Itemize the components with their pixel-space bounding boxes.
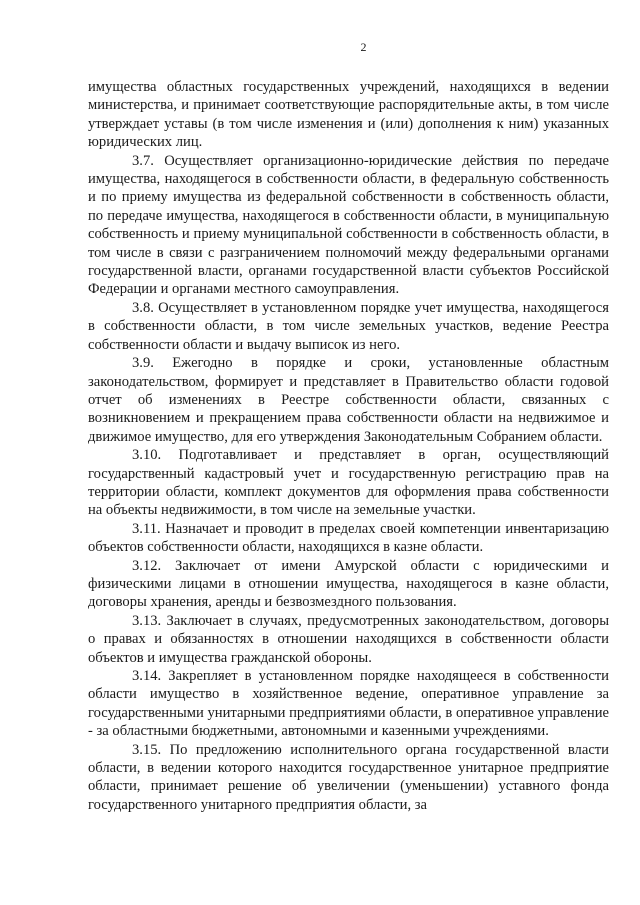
paragraph-continuation: имущества областных государственных учреждений, находящихся в ведении министерства, и принимает соответствующие распорядительные акты, в том числе утверждает уставы (в том числе изменения и (или) дополнения к ним) указанных юридических лиц.: [88, 79, 609, 151]
page-number: 2: [360, 40, 367, 54]
paragraph-3-15: 3.15. По предложению исполнительного органа государственной власти области, в ведении которого находится государственное унитарное предприятие области, принимает решение об увеличении (уменьшении) уставного фонда государственного унитарного предприятия области, за: [88, 741, 609, 813]
paragraph-3-10: 3.10. Подготавливает и представляет в орган, осуществляющий государственный кадастровый учет и государственную регистрацию прав на территории области, комплект документов для оформления права собственности на объекты недвижимости, в том числе на земельные участки.: [88, 447, 609, 519]
paragraph-3-8: 3.8. Осуществляет в установленном порядке учет имущества, находящегося в собственности области, в том числе земельных участков, ведение Реестра собственности области и выдачу выписок из него.: [88, 299, 609, 353]
paragraph-3-9: 3.9. Ежегодно в порядке и сроки, установленные областным законодательством, формирует и представляет в Правительство области годовой отчет об изменениях в Реестре собственности области, связанных с возникновением и прекращением права собственности области на недвижимое и движимое имущество, для его утверждения Законодательным Собранием области.: [88, 355, 609, 445]
paragraph-3-11: 3.11. Назначает и проводит в пределах своей компетенции инвентаризацию объектов собственности области, находящихся в казне области.: [88, 520, 609, 556]
paragraph-3-14: 3.14. Закрепляет в установленном порядке находящееся в собственности области имущество в хозяйственное ведение, оперативное управление за государственными унитарными предприятиями области, в оперативное управление - за областными бюджетными, автономными и казенными учреждениями.: [88, 668, 609, 740]
paragraph-3-12: 3.12. Заключает от имени Амурской области с юридическими и физическими лицами в отношении имущества, находящегося в казне области, договоры хранения, аренды и безвозмездного пользования.: [88, 557, 609, 611]
paragraph-3-13: 3.13. Заключает в случаях, предусмотренных законодательством, договоры о правах и обязанностях в отношении находящихся в собственности области объектов и имущества гражданской обороны.: [88, 612, 609, 666]
paragraph-3-7: 3.7. Осуществляет организационно-юридические действия по передаче имущества, находящегося в собственности области, в федеральную собственность и по приему имущества из федеральной собственности в собственность области, по передаче имущества, находящегося в собственности области, в муниципальную собственность и приему муниципальной собственности в собственность области, в том числе в связи с разграничением полномочий между федеральными органами государственной власти, органами государственной власти субъектов Российской Федерации и органами местного самоуправления.: [88, 152, 609, 298]
